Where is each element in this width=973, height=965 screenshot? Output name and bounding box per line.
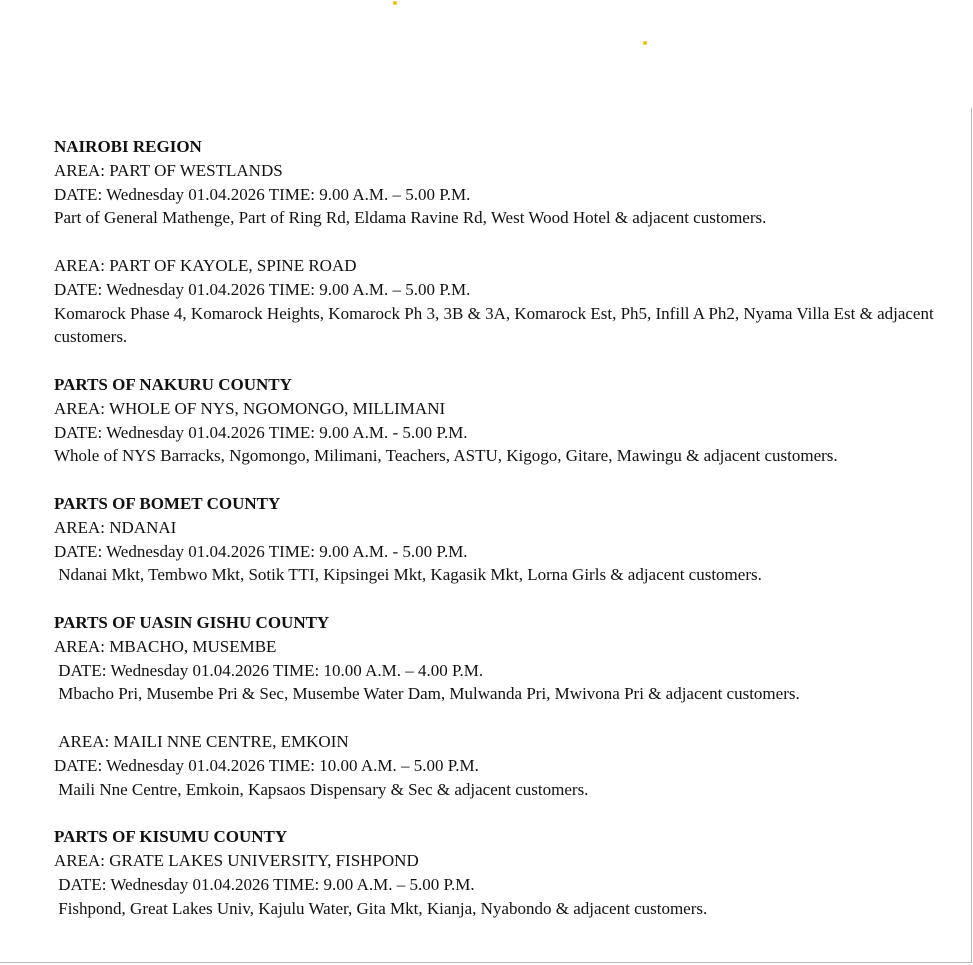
- affected-areas-text: Komarock Phase 4, Komarock Heights, Komarock Ph 3, 3B & 3A, Komarock Est, Ph5, Infill A Ph2, Nyama Villa Est & adjacent customers.: [54, 303, 938, 347]
- yellow-dot-mark: [643, 41, 647, 45]
- date-time-line: DATE: Wednesday 01.04.2026 TIME: 9.00 A.M. - 5.00 P.M.: [54, 541, 468, 561]
- section-heading: PARTS OF KISUMU COUNTY: [54, 827, 288, 847]
- area-line: AREA: PART OF KAYOLE, SPINE ROAD: [54, 255, 357, 275]
- section-uasin-gishu-county: [54, 611, 934, 706]
- affected-areas-text: Ndanai Mkt, Tembwo Mkt, Sotik TTI, Kipsingei Mkt, Kagasik Mkt, Lorna Girls & adjacent customers.: [54, 565, 762, 585]
- section-heading: PARTS OF BOMET COUNTY: [54, 493, 281, 513]
- date-time-line: DATE: Wednesday 01.04.2026 TIME: 9.00 A.M. – 5.00 P.M.: [54, 874, 475, 894]
- section-nairobi-region: [54, 135, 934, 230]
- section-bomet-county: [54, 492, 934, 587]
- date-time-line: DATE: Wednesday 01.04.2026 TIME: 10.00 A.M. – 4.00 P.M.: [54, 660, 484, 680]
- area-line: AREA: MAILI NNE CENTRE, EMKOIN: [54, 731, 349, 751]
- date-time-line: DATE: Wednesday 01.04.2026 TIME: 9.00 A.M. – 5.00 P.M.: [54, 279, 471, 299]
- section-maili-nne: [54, 730, 934, 801]
- section-heading: PARTS OF UASIN GISHU COUNTY: [54, 612, 330, 632]
- section-nakuru-county: [54, 373, 934, 468]
- affected-areas-text: Whole of NYS Barracks, Ngomongo, Milimani, Teachers, ASTU, Kigogo, Gitare, Mawingu & adjacent customers.: [54, 446, 838, 466]
- page-edge-right: [971, 108, 972, 963]
- date-time-line: DATE: Wednesday 01.04.2026 TIME: 10.00 A.M. – 5.00 P.M.: [54, 755, 479, 775]
- section-heading: PARTS OF NAKURU COUNTY: [54, 374, 292, 394]
- section-spacer: [54, 706, 934, 730]
- area-line: AREA: NDANAI: [54, 517, 177, 537]
- yellow-dot-mark: [393, 1, 397, 5]
- date-time-line: DATE: Wednesday 01.04.2026 TIME: 9.00 A.M. - 5.00 P.M.: [54, 422, 468, 442]
- section-spacer: [54, 587, 934, 611]
- section-kisumu-county: [54, 825, 934, 920]
- area-line: AREA: PART OF WESTLANDS: [54, 160, 283, 180]
- area-line: AREA: MBACHO, MUSEMBE: [54, 636, 277, 656]
- section-spacer: [54, 468, 934, 492]
- area-line: AREA: WHOLE OF NYS, NGOMONGO, MILLIMANI: [54, 398, 446, 418]
- section-kayole: [54, 254, 938, 349]
- page-edge-bottom: [0, 962, 972, 963]
- affected-areas-text: Maili Nne Centre, Emkoin, Kapsaos Dispensary & Sec & adjacent customers.: [54, 779, 589, 799]
- affected-areas-text: Fishpond, Great Lakes Univ, Kajulu Water, Gita Mkt, Kianja, Nyabondo & adjacent customers.: [54, 898, 708, 918]
- section-spacer: [54, 349, 934, 373]
- affected-areas-text: Mbacho Pri, Musembe Pri & Sec, Musembe Water Dam, Mulwanda Pri, Mwivona Pri & adjacent customers.: [54, 684, 800, 704]
- area-line: AREA: GRATE LAKES UNIVERSITY, FISHPOND: [54, 850, 419, 870]
- section-spacer: [54, 230, 934, 254]
- affected-areas-text: Part of General Mathenge, Part of Ring Rd, Eldama Ravine Rd, West Wood Hotel & adjacent customers.: [54, 208, 767, 228]
- section-heading: NAIROBI REGION: [54, 137, 202, 156]
- outage-notice-body: [54, 135, 938, 920]
- date-time-line: DATE: Wednesday 01.04.2026 TIME: 9.00 A.M. – 5.00 P.M.: [54, 184, 471, 204]
- section-spacer: [54, 801, 934, 825]
